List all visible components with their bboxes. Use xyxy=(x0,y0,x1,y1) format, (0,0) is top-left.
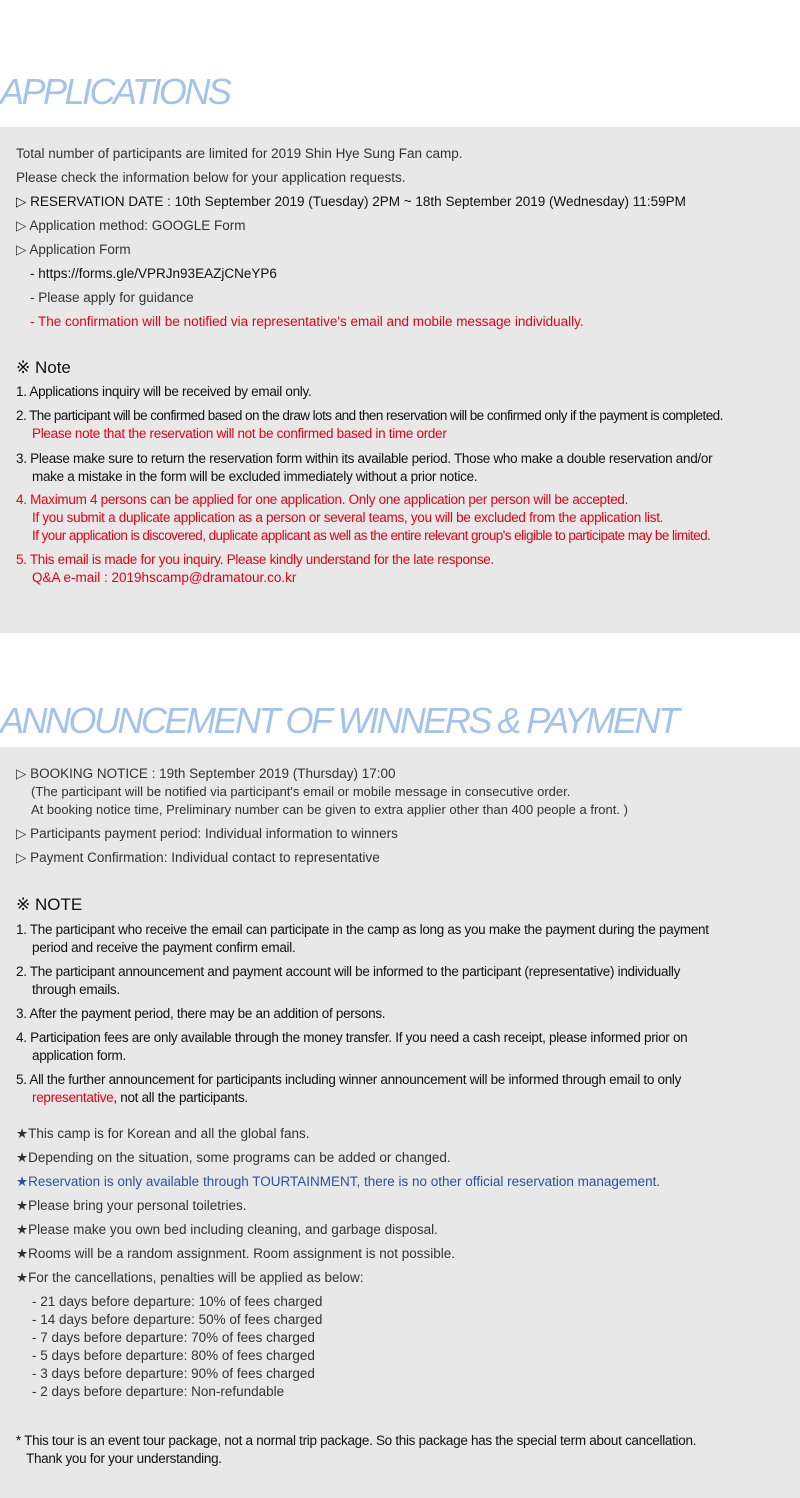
note-item-4-sub-2: If your application is discovered, duplicate applicant as well as the entire relevant group's eligible to participate may be limited. xyxy=(32,528,711,543)
booking-notice-sub-1: (The participant will be notified via participant's email or mobile message in consecutive order. xyxy=(31,784,571,799)
note-title: ※ Note xyxy=(16,358,71,377)
intro-line-1: Total number of participants are limited for 2019 Shin Hye Sung Fan camp. xyxy=(16,146,463,161)
note-item-5: 5. All the further announcement for participants including winner announcement will be informed through email to only xyxy=(16,1072,682,1087)
note-item-4-sub-1: If you submit a duplicate application as a person or several teams, you will be excluded from the application list. xyxy=(32,510,664,525)
penalty-item: - 3 days before departure: 90% of fees charged xyxy=(32,1366,315,1381)
star-note-4: ★Please bring your personal toiletries. xyxy=(16,1198,247,1213)
applications-heading: APPLICATIONS xyxy=(0,71,230,112)
application-form-link[interactable]: - https://forms.gle/VPRJn93EAZjCNeYP6 xyxy=(30,266,277,281)
penalty-item: - 5 days before departure: 80% of fees charged xyxy=(32,1348,315,1363)
footer-thanks: Thank you for your understanding. xyxy=(26,1451,222,1466)
note-item-3: 3. Please make sure to return the reservation form within its available period. Those who make a double reservation and/or xyxy=(16,451,713,466)
note-item-2-sub: Please note that the reservation will not be confirmed based in time order xyxy=(32,426,447,441)
note-item-1-sub: period and receive the payment confirm email. xyxy=(32,940,296,955)
qa-email[interactable]: Q&A e-mail : 2019hscamp@dramatour.co.kr xyxy=(32,570,297,585)
footer-note: * This tour is an event tour package, not a normal trip package. So this package has the special term about cancellation. xyxy=(16,1433,697,1448)
application-form-label: ▷ Application Form xyxy=(16,242,131,257)
note-item-2: 2. The participant will be confirmed based on the draw lots and then reservation will be confirmed only if the payment is completed. xyxy=(16,408,723,423)
representative-highlight: representative xyxy=(32,1090,114,1105)
note-item-1: 1. The participant who receive the email can participate in the camp as long as you make the payment during the payment xyxy=(16,922,709,937)
guidance-text: - Please apply for guidance xyxy=(30,290,194,305)
note-title: ※ NOTE xyxy=(16,895,83,914)
star-note-3: ★Reservation is only available through TOURTAINMENT, there is no other official reservation management. xyxy=(16,1174,661,1189)
note-item-3-sub: make a mistake in the form will be excluded immediately without a prior notice. xyxy=(32,469,478,484)
star-note-1: ★This camp is for Korean and all the global fans. xyxy=(16,1126,310,1141)
note-item-2-sub: through emails. xyxy=(32,982,120,997)
note-item-4: 4. Maximum 4 persons can be applied for one application. Only one application per person will be accepted. xyxy=(16,492,629,507)
note-item-5: 5. This email is made for you inquiry. Please kindly understand for the late response. xyxy=(16,552,494,567)
note-item-1: 1. Applications inquiry will be received by email only. xyxy=(16,384,312,399)
note-item-5-rest: , not all the participants. xyxy=(113,1090,248,1105)
note-item-4: 4. Participation fees are only available through the money transfer. If you need a cash receipt, please informed prior on xyxy=(16,1030,688,1045)
confirmation-text: - The confirmation will be notified via representative's email and mobile message individually. xyxy=(30,314,584,329)
announcement-heading: ANNOUNCEMENT OF WINNERS & PAYMENT xyxy=(0,700,678,741)
note-item-2: 2. The participant announcement and payment account will be informed to the participant (representative) individually xyxy=(16,964,681,979)
star-note-7: ★For the cancellations, penalties will be applied as below: xyxy=(16,1270,364,1285)
payment-confirmation: ▷ Payment Confirmation: Individual contact to representative xyxy=(16,850,380,865)
reservation-date: ▷ RESERVATION DATE : 10th September 2019 (Tuesday) 2PM ~ 18th September 2019 (Wednesday) 11:59PM xyxy=(16,194,686,209)
application-method: ▷ Application method: GOOGLE Form xyxy=(16,218,246,233)
penalty-item: - 7 days before departure: 70% of fees charged xyxy=(32,1330,315,1345)
star-note-5: ★Please make you own bed including cleaning, and garbage disposal. xyxy=(16,1222,438,1237)
applications-panel xyxy=(0,127,800,633)
note-item-3: 3. After the payment period, there may be an addition of persons. xyxy=(16,1006,386,1021)
payment-period: ▷ Participants payment period: Individual information to winners xyxy=(16,826,398,841)
note-item-5-sub xyxy=(32,1089,248,1107)
intro-line-2: Please check the information below for your application requests. xyxy=(16,170,406,185)
star-note-6: ★Rooms will be a random assignment. Room assignment is not possible. xyxy=(16,1246,456,1261)
star-note-2: ★Depending on the situation, some programs can be added or changed. xyxy=(16,1150,451,1165)
penalty-item: - 21 days before departure: 10% of fees charged xyxy=(32,1294,323,1309)
penalty-item: - 2 days before departure: Non-refundable xyxy=(32,1384,285,1399)
booking-notice: ▷ BOOKING NOTICE : 19th September 2019 (Thursday) 17:00 xyxy=(16,766,396,781)
penalty-item: - 14 days before departure: 50% of fees charged xyxy=(32,1312,323,1327)
announcement-panel xyxy=(0,747,800,1498)
note-item-4-sub: application form. xyxy=(32,1048,126,1063)
booking-notice-sub-2: At booking notice time, Preliminary number can be given to extra applier other than 400 people a front. ) xyxy=(31,802,628,817)
